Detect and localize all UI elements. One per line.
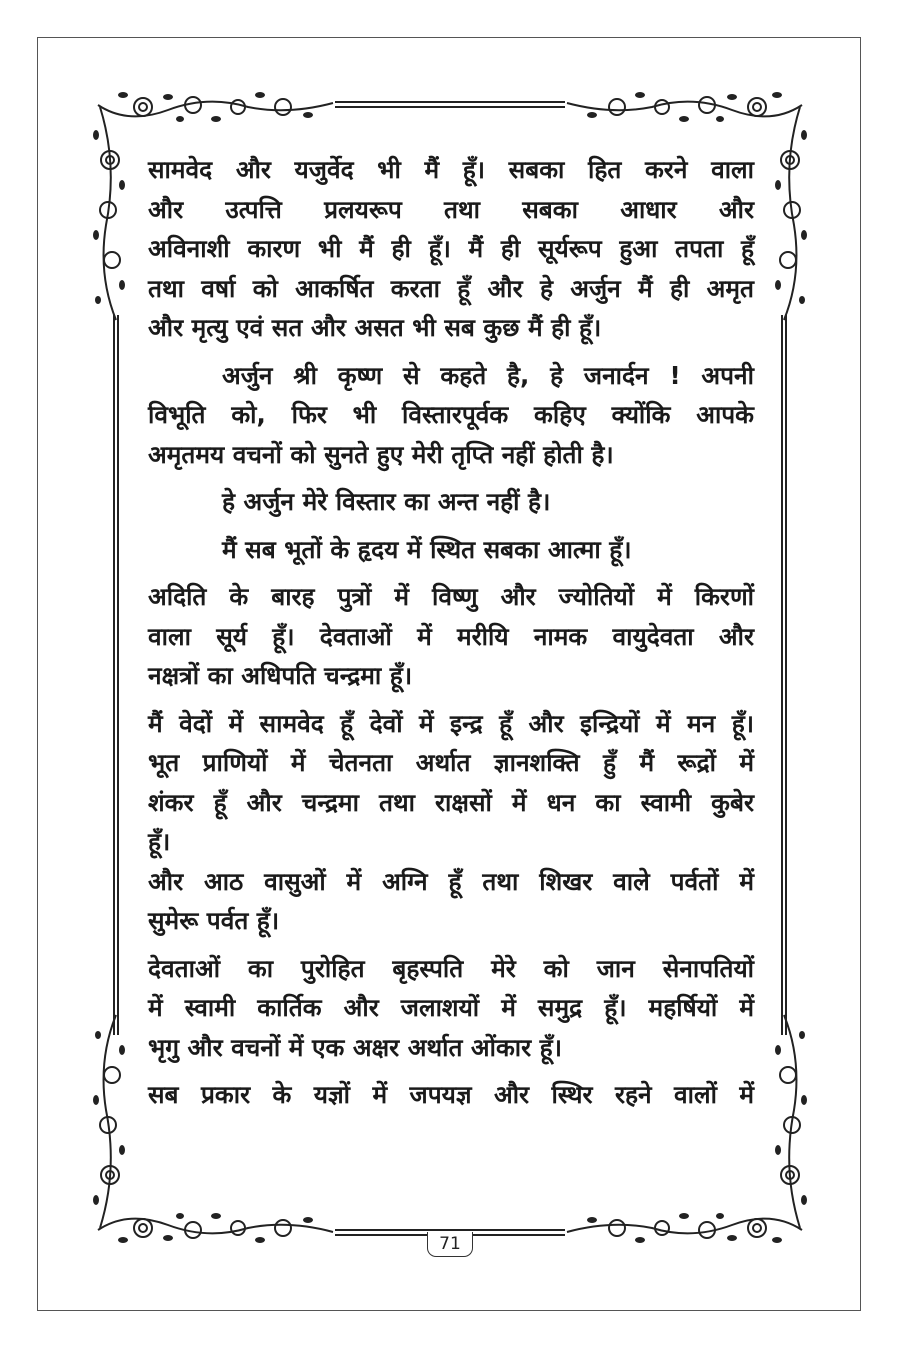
- text-line: अर्जुन श्री कृष्ण से कहते है, हे जनार्दन ! अपनी: [222, 360, 754, 390]
- text-line: देवताओं का पुरोहित बृहस्पति मेरे को जान सेनापतियों: [148, 953, 754, 983]
- text-line: शंकर हूँ और चन्द्रमा तथा राक्षसों में धन का स्वामी कुबेर: [148, 787, 754, 817]
- text-line: सामवेद और यजुर्वेद भी मैं हूँ। सबका हित करने वाला: [148, 155, 754, 184]
- text-line: अमृतमय वचनों को सुनते हुए मेरी तृप्ति नहीं होती है।: [148, 439, 614, 469]
- page-body: [148, 150, 754, 1115]
- text-line: हूँ।: [148, 827, 171, 856]
- text-line: अविनाशी कारण भी मैं ही हूँ। मैं ही सूर्यरूप हुआ तपता हूँ: [148, 234, 754, 263]
- text-line: में स्वामी कार्तिक और जलाशयों में समुद्र हूँ। महर्षियों में: [148, 993, 754, 1022]
- text-line: मैं वेदों में सामवेद हूँ देवों में इन्द्र हूँ और इन्द्रियों में मन हूँ।: [148, 708, 754, 738]
- text-line: सब प्रकार के यज्ञों में जपयज्ञ और स्थिर रहने वालों में: [148, 1080, 754, 1109]
- text-line: और मृत्यु एवं सत और असत भी सब कुछ मैं ही हूँ।: [148, 313, 602, 342]
- page-number: 71: [427, 1232, 473, 1257]
- text-line: भूत प्राणियों में चेतनता अर्थात ज्ञानशक्ति हुँ मैं रूद्रों में: [148, 748, 754, 777]
- text-line: विभूति को, फिर भी विस्तारपूर्वक कहिए क्योंकि आपके: [148, 400, 754, 429]
- top-border-rule: [335, 101, 565, 108]
- left-border-rule: [113, 315, 119, 1035]
- text-line: वाला सूर्य हूँ। देवताओं में मरीयि नामक वायुदेवता और: [148, 621, 754, 651]
- text-line: भृगु और वचनों में एक अक्षर अर्थात ओंकार हूँ।: [148, 1032, 562, 1062]
- text-line: अदिति के बारह पुत्रों में विष्णु और ज्योतियों में किरणों: [148, 582, 754, 611]
- text-line: और उत्पत्ति प्रलयरूप तथा सबका आधार और: [148, 194, 754, 224]
- text-line: सुमेरू पर्वत हूँ।: [148, 906, 280, 935]
- text-line: और आठ वासुओं में अग्नि हूँ तथा शिखर वाले पर्वतों में: [148, 866, 754, 896]
- text-line: नक्षत्रों का अधिपति चन्द्रमा हूँ।: [148, 661, 413, 690]
- text-line: तथा वर्षा को आकर्षित करता हूँ और हे अर्जुन मैं ही अमृत: [148, 273, 754, 303]
- right-border-rule: [781, 315, 787, 1035]
- text-line: मैं सब भूतों के हृदय में स्थित सबका आत्मा हूँ।: [222, 534, 632, 564]
- text-line: हे अर्जुन मेरे विस्तार का अन्त नहीं है।: [222, 487, 551, 516]
